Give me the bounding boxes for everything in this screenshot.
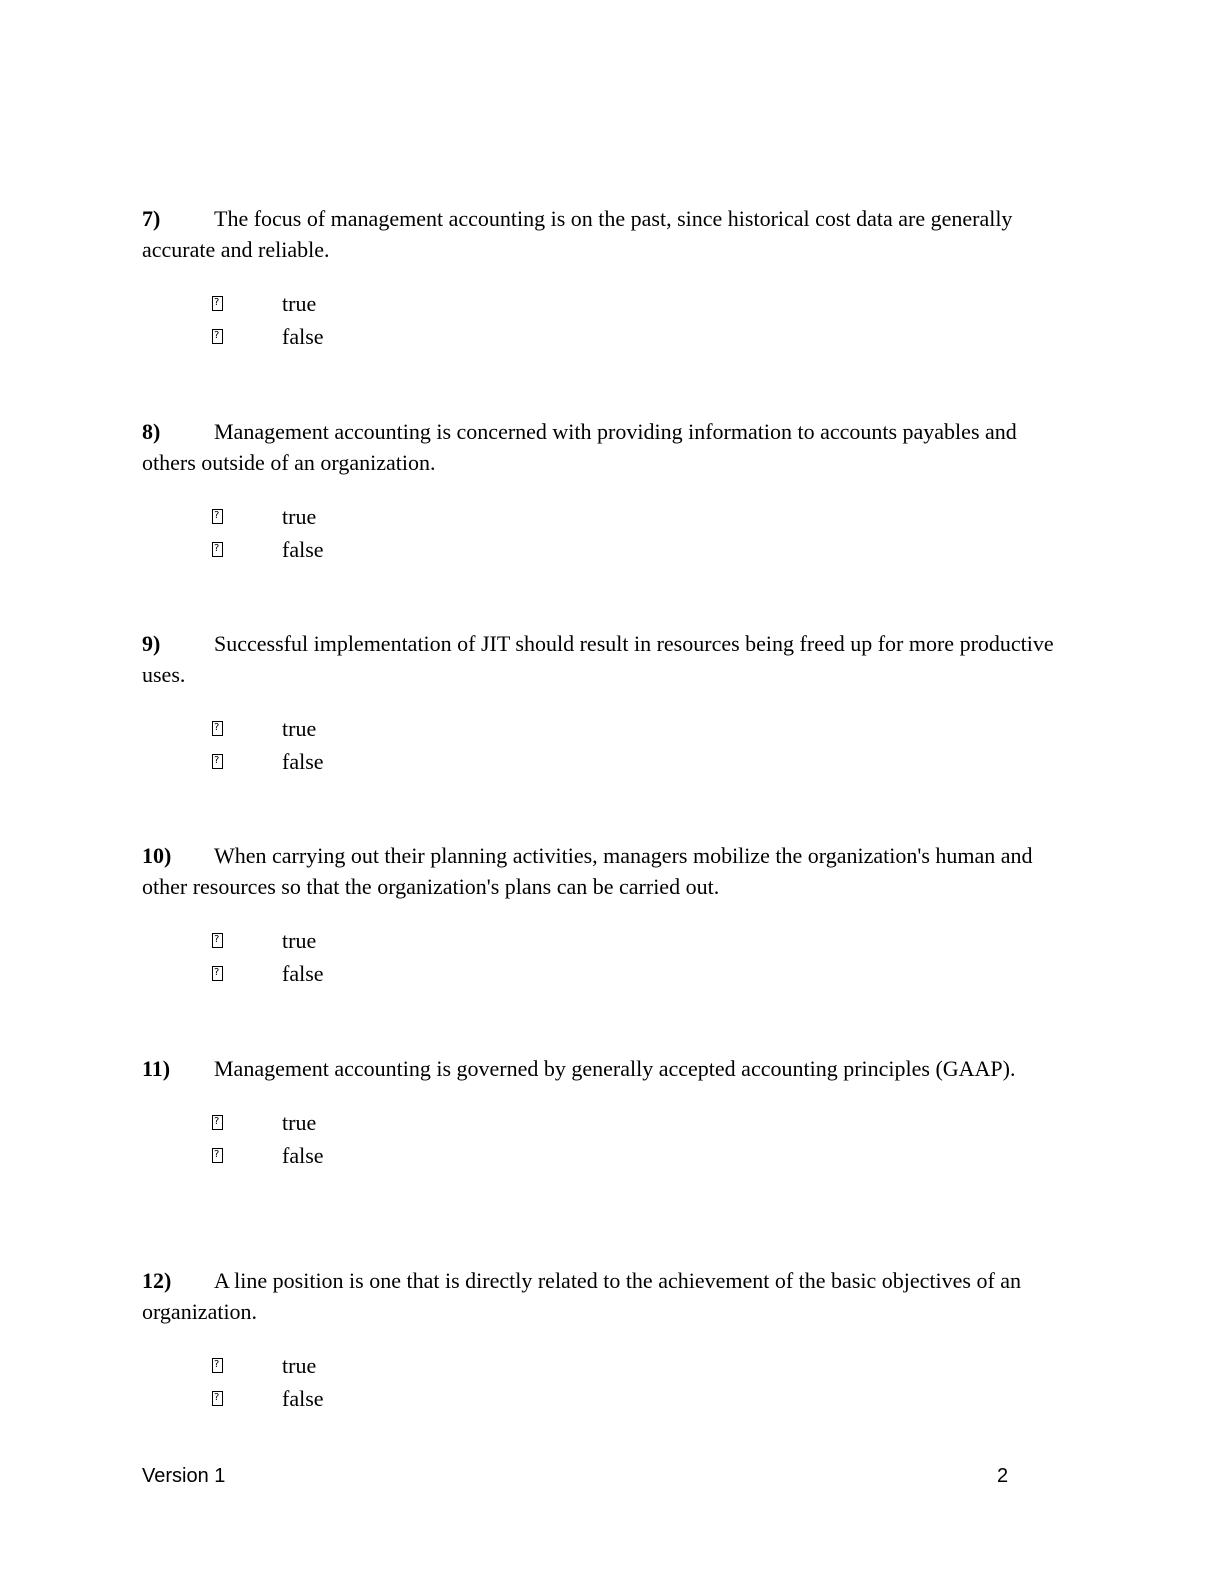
option-label: false xyxy=(282,961,324,986)
option-label: true xyxy=(282,504,317,529)
question-text: Management accounting is concerned with providing information to accounts payables and others outside of an organization. xyxy=(142,419,1017,475)
option-label: true xyxy=(282,928,317,953)
option-label: false xyxy=(282,324,324,349)
question-12 xyxy=(142,1265,1072,1415)
question-text: Management accounting is governed by generally accepted accounting principles (GAAP). xyxy=(214,1056,1016,1081)
checkbox-icon[interactable] xyxy=(212,754,223,769)
checkbox-icon[interactable] xyxy=(212,329,223,344)
answer-options xyxy=(142,924,1072,990)
option-false[interactable] xyxy=(212,745,1072,778)
question-9 xyxy=(142,628,1072,778)
question-text: Successful implementation of JIT should result in resources being freed up for more productive uses. xyxy=(142,631,1054,687)
question-number: 7) xyxy=(142,206,161,231)
question-stem xyxy=(142,1053,1072,1084)
checkbox-icon[interactable] xyxy=(212,542,223,557)
question-number: 10) xyxy=(142,843,172,868)
question-text: When carrying out their planning activities, managers mobilize the organization's human and other resources so that the organization's plans can be carried out. xyxy=(142,843,1033,899)
option-true[interactable] xyxy=(212,1349,1072,1382)
question-7 xyxy=(142,203,1072,353)
footer-version: Version 1 xyxy=(142,1465,226,1487)
question-text: The focus of management accounting is on the past, since historical cost data are generally accurate and reliable. xyxy=(142,206,1013,262)
checkbox-icon[interactable] xyxy=(212,509,223,524)
answer-options xyxy=(142,500,1072,566)
question-8 xyxy=(142,416,1072,566)
question-stem xyxy=(142,840,1072,902)
option-false[interactable] xyxy=(212,1382,1072,1415)
option-false[interactable] xyxy=(212,1139,1072,1172)
checkbox-icon[interactable] xyxy=(212,1115,223,1130)
checkbox-icon[interactable] xyxy=(212,1148,223,1163)
option-false[interactable] xyxy=(212,957,1072,990)
option-true[interactable] xyxy=(212,287,1072,320)
question-number: 12) xyxy=(142,1268,172,1293)
option-true[interactable] xyxy=(212,1106,1072,1139)
question-number: 11) xyxy=(142,1056,171,1081)
question-stem xyxy=(142,416,1072,478)
question-stem xyxy=(142,1265,1072,1327)
question-number: 9) xyxy=(142,631,161,656)
option-label: false xyxy=(282,1143,324,1168)
option-false[interactable] xyxy=(212,320,1072,353)
checkbox-icon[interactable] xyxy=(212,1358,223,1373)
option-label: false xyxy=(282,537,324,562)
option-true[interactable] xyxy=(212,712,1072,745)
answer-options xyxy=(142,1349,1072,1415)
answer-options xyxy=(142,712,1072,778)
question-11 xyxy=(142,1053,1072,1172)
checkbox-icon[interactable] xyxy=(212,721,223,736)
question-text: A line position is one that is directly related to the achievement of the basic objectives of an organization. xyxy=(142,1268,1022,1324)
option-label: true xyxy=(282,1353,317,1378)
question-stem xyxy=(142,203,1072,265)
question-10 xyxy=(142,840,1072,990)
footer-page-number: 2 xyxy=(997,1465,1009,1487)
question-stem xyxy=(142,628,1072,690)
option-label: true xyxy=(282,716,317,741)
option-true[interactable] xyxy=(212,924,1072,957)
checkbox-icon[interactable] xyxy=(212,966,223,981)
checkbox-icon[interactable] xyxy=(212,1391,223,1406)
checkbox-icon[interactable] xyxy=(212,933,223,948)
option-label: true xyxy=(282,1110,317,1135)
option-label: true xyxy=(282,291,317,316)
option-label: false xyxy=(282,1386,324,1411)
option-true[interactable] xyxy=(212,500,1072,533)
answer-options xyxy=(142,287,1072,353)
question-number: 8) xyxy=(142,419,161,444)
answer-options xyxy=(142,1106,1072,1172)
option-label: false xyxy=(282,749,324,774)
checkbox-icon[interactable] xyxy=(212,296,223,311)
option-false[interactable] xyxy=(212,533,1072,566)
